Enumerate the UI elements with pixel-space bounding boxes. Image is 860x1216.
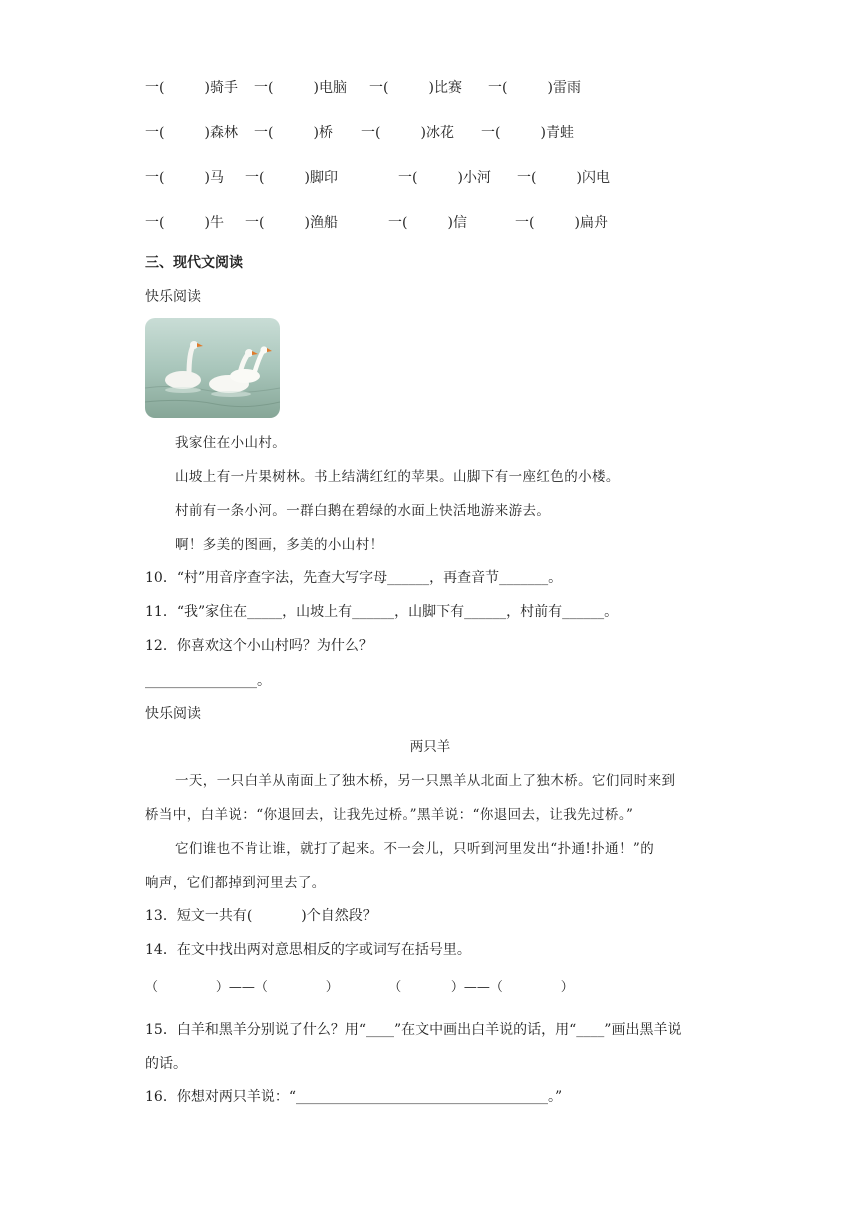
story-paragraph: 它们谁也不肯让谁，就打了起来。不一会儿，只听到河里发出“扑通!扑通！”的 <box>175 841 655 857</box>
word-item: 一( )扁舟 <box>515 215 608 231</box>
word-row-2 <box>145 123 785 143</box>
word-item: 一( )电脑 <box>254 80 347 96</box>
story-paragraph: 村前有一条小河。一群白鹅在碧绿的水面上快活地游来游去。 <box>175 503 551 519</box>
geese-illustration <box>145 318 280 418</box>
question-11: 11．“我”家住在_____，山坡上有______，山脚下有______，村前有______。 <box>145 604 619 620</box>
story-paragraph-continued: 响声，它们都掉到河里去了。 <box>145 875 326 891</box>
story-paragraph: 一天，一只白羊从南面上了独木桥，另一只黑羊从北面上了独木桥。它们同时来到 <box>175 773 676 789</box>
word-item: 一( )小河 <box>398 170 491 186</box>
story-paragraph: 我家住在小山村。 <box>175 435 287 451</box>
word-row-4 <box>145 213 785 233</box>
geese-photo <box>145 318 280 418</box>
word-row-1 <box>145 78 785 98</box>
word-item: 一( )青蛙 <box>481 125 574 141</box>
antonym-pairs: （ ）——（ ） （ ）——（ ） <box>145 980 574 995</box>
story-paragraph-continued: 桥当中，白羊说：“你退回去，让我先过桥。”黑羊说：“你退回去，让我先过桥。” <box>145 807 634 823</box>
word-item: 一( )脚印 <box>245 170 338 186</box>
word-item: 一( )闪电 <box>517 170 610 186</box>
story-paragraph: 啊！多美的图画，多美的小山村！ <box>175 537 384 553</box>
word-item: 一( )骑手 <box>145 80 238 96</box>
word-item: 一( )森林 <box>145 125 238 141</box>
word-item: 一( )雷雨 <box>488 80 581 96</box>
word-item: 一( )冰花 <box>361 125 454 141</box>
question-10: 10．“村”用音序查字法，先查大写字母______，再查音节_______。 <box>145 570 563 586</box>
story-title: 两只羊 <box>409 739 451 755</box>
question-15-continued: 的话。 <box>145 1056 187 1072</box>
word-item: 一( )桥 <box>254 125 333 141</box>
question-14: 14．在文中找出两对意思相反的字或词写在括号里。 <box>145 942 471 958</box>
word-item: 一( )比赛 <box>369 80 462 96</box>
word-item: 一( )渔船 <box>245 215 338 231</box>
question-15: 15．白羊和黑羊分别说了什么？用“____”在文中画出白羊说的话，用“____”画出黑羊说 <box>145 1022 682 1038</box>
answer-line: ________________。 <box>145 673 271 689</box>
word-item: 一( )信 <box>388 215 467 231</box>
question-12: 12．你喜欢这个小山村吗？为什么？ <box>145 638 373 654</box>
word-item: 一( )牛 <box>145 215 224 231</box>
reading-label: 快乐阅读 <box>145 289 201 305</box>
reading-label: 快乐阅读 <box>145 706 201 722</box>
story-paragraph: 山坡上有一片果树林。书上结满红红的苹果。山脚下有一座红色的小楼。 <box>175 469 620 485</box>
word-item: 一( )马 <box>145 170 224 186</box>
question-13: 13．短文一共有( )个自然段？ <box>145 908 377 924</box>
section-heading: 三、现代文阅读 <box>145 255 243 271</box>
question-16: 16．你想对两只羊说：“____________________________________。” <box>145 1089 563 1105</box>
word-row-3 <box>145 168 785 188</box>
